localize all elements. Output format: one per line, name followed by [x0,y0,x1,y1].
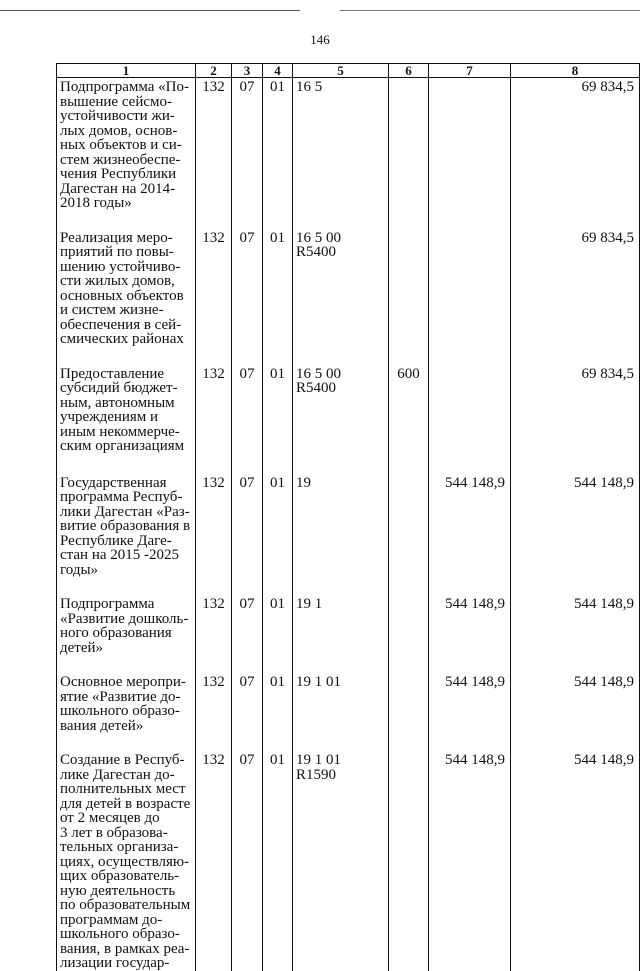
row-name [57,229,196,365]
row-name-line: тельных организа- [60,839,179,855]
row-name-line: детей» [60,639,104,656]
row-name [57,595,196,673]
row-code-6 [389,229,429,365]
row-code-2: 132 [196,751,232,971]
row-code-4: 01 [263,595,293,673]
row-code-5 [293,229,389,365]
row-name-line: Государственная [60,474,167,491]
table-row [57,474,640,596]
header-row [57,64,640,78]
row-amount-8: 544 148,9 [511,673,640,751]
header-col-3: 3 [232,64,263,78]
row-name-line: Подпрограмма «По- [60,79,189,95]
row-name-line: вышение сейсмо- [60,93,173,110]
row-amount-8: 69 834,5 [511,365,640,474]
row-code-5 [293,474,389,596]
row-amount-8: 69 834,5 [511,78,640,229]
row-code-5 [293,673,389,751]
row-name-line: программа Респуб- [60,489,183,505]
table-row [57,595,640,673]
row-name-line: ным, автономным [60,394,175,411]
header-col-7: 7 [429,64,511,78]
row-code-2: 132 [196,365,232,474]
row-name [57,751,196,971]
row-code-4: 01 [263,229,293,365]
row-code-6 [389,595,429,673]
row-name-line: ским организациям [60,438,185,454]
row-code-6 [389,78,429,229]
row-name-line: ного образования [60,625,172,641]
header-col-5: 5 [293,64,389,78]
row-code-5-line: 16 5 00 [296,365,341,382]
row-name-line: школьного образо- [60,926,180,942]
row-amount-8: 544 148,9 [511,595,640,673]
row-name-line: учреждениям и [60,409,159,425]
row-amount-7: 544 148,9 [429,673,511,751]
row-name-line: обеспечения в сей- [60,316,182,333]
row-amount-7: 544 148,9 [429,474,511,596]
row-code-5-line: R5400 [296,244,337,260]
row-code-5-line: 19 1 [296,596,323,612]
row-amount-7: 544 148,9 [429,751,511,971]
row-code-6: 600 [389,365,429,474]
row-name-line: 2018 годы» [60,195,132,211]
row-name [57,474,196,596]
row-code-4: 01 [263,78,293,229]
row-name-line: от 2 месяцев до [60,810,160,826]
row-name-line: ятие «Развитие до- [60,688,181,705]
row-code-2: 132 [196,229,232,365]
row-name-line: школьного образо- [60,703,180,719]
row-code-6 [389,751,429,971]
header-col-2: 2 [196,64,232,78]
row-name-line: стан на 2015 -2025 [60,547,180,563]
row-name-line: Подпрограмма [60,596,155,612]
row-name-line: чения Республики [60,166,177,182]
row-code-5 [293,365,389,474]
row-code-2: 132 [196,78,232,229]
row-code-5-line: 19 [296,474,311,491]
header-col-6: 6 [389,64,429,78]
row-name-line: полнительных мест [60,781,186,797]
row-code-3: 07 [232,751,263,971]
row-name-line: ную деятельность [60,882,176,899]
row-name-line: Создание в Респуб- [60,752,185,768]
row-code-2: 132 [196,673,232,751]
row-name-line: приятий по повы- [60,244,174,260]
row-name-line: для детей в возрасте [60,795,191,812]
row-name-line: устойчивости жи- [60,108,175,124]
row-code-4: 01 [263,751,293,971]
row-name-line: программам до- [60,911,163,928]
row-name-line: ных объектов и си- [60,137,182,153]
row-name-line: шению устойчиво- [60,258,181,275]
row-name-line: витие образования в [60,518,191,534]
row-name-line: вания детей» [60,717,144,734]
row-code-6 [389,673,429,751]
row-code-3: 07 [232,365,263,474]
row-code-3: 07 [232,78,263,229]
row-amount-8: 544 148,9 [511,474,640,596]
row-code-5-line: 16 5 00 [296,229,341,246]
row-code-4: 01 [263,673,293,751]
row-name-line: Республике Даге- [60,532,172,549]
page-number: 146 [310,32,330,47]
table-body [57,78,640,971]
header-col-1: 1 [57,64,196,78]
row-code-5-line: 19 1 01 [296,752,341,768]
row-code-5-line: R1590 [296,766,337,783]
row-name-line: основных объектов [60,287,184,304]
row-amount-8: 69 834,5 [511,229,640,365]
header-col-4: 4 [263,64,293,78]
row-amount-7 [429,229,511,365]
row-name-line: щих образователь- [60,868,180,884]
row-name-line: лизации государ- [60,955,170,971]
row-name-line: смических районах [60,331,184,347]
top-edge-line [0,10,300,11]
row-name-line: 3 лет в образова- [60,824,168,841]
row-code-5-line: 19 1 01 [296,674,341,690]
table-row [57,229,640,365]
row-name-line: субсидий бюджет- [60,380,178,396]
row-name-line: иным некоммерче- [60,423,180,440]
row-name [57,78,196,229]
row-amount-8: 544 148,9 [511,751,640,971]
row-code-5 [293,751,389,971]
row-name-line: лики Дагестан «Раз- [60,503,190,520]
table-row [57,751,640,971]
row-code-6 [389,474,429,596]
row-name-line: циях, осуществляю- [60,853,190,870]
row-code-5 [293,78,389,229]
row-name-line: «Развитие дошколь- [60,610,189,627]
row-code-3: 07 [232,595,263,673]
row-code-5-line: R5400 [296,380,337,396]
header-col-8: 8 [511,64,640,78]
table-row [57,78,640,229]
row-amount-7 [429,365,511,474]
row-amount-7 [429,78,511,229]
row-name-line: и систем жизне- [60,302,164,318]
row-code-3: 07 [232,673,263,751]
row-code-5-line: 16 5 [296,79,323,95]
row-code-2: 132 [196,474,232,596]
top-edge-line-right [340,10,640,11]
row-name-line: Основное меропри- [60,674,186,690]
row-code-3: 07 [232,474,263,596]
row-code-5 [293,595,389,673]
row-code-4: 01 [263,365,293,474]
row-code-4: 01 [263,474,293,596]
row-name [57,365,196,474]
row-name-line: лых домов, основ- [60,122,178,139]
row-amount-7: 544 148,9 [429,595,511,673]
budget-table [56,63,640,971]
row-name-line: лике Дагестан до- [60,766,175,783]
row-code-2: 132 [196,595,232,673]
table-row [57,673,640,751]
row-name-line: по образовательным [60,897,191,913]
row-name-line: вания, в рамках реа- [60,940,190,957]
row-name-line: стем жизнеобеспе- [60,151,181,168]
row-name-line: Предоставление [60,365,165,382]
row-name-line: сти жилых домов, [60,273,175,289]
row-name-line: Реализация меро- [60,229,173,246]
row-name-line: годы» [60,561,99,578]
row-name-line: Дагестан на 2014- [60,180,176,197]
row-name [57,673,196,751]
table-row [57,365,640,474]
row-code-3: 07 [232,229,263,365]
